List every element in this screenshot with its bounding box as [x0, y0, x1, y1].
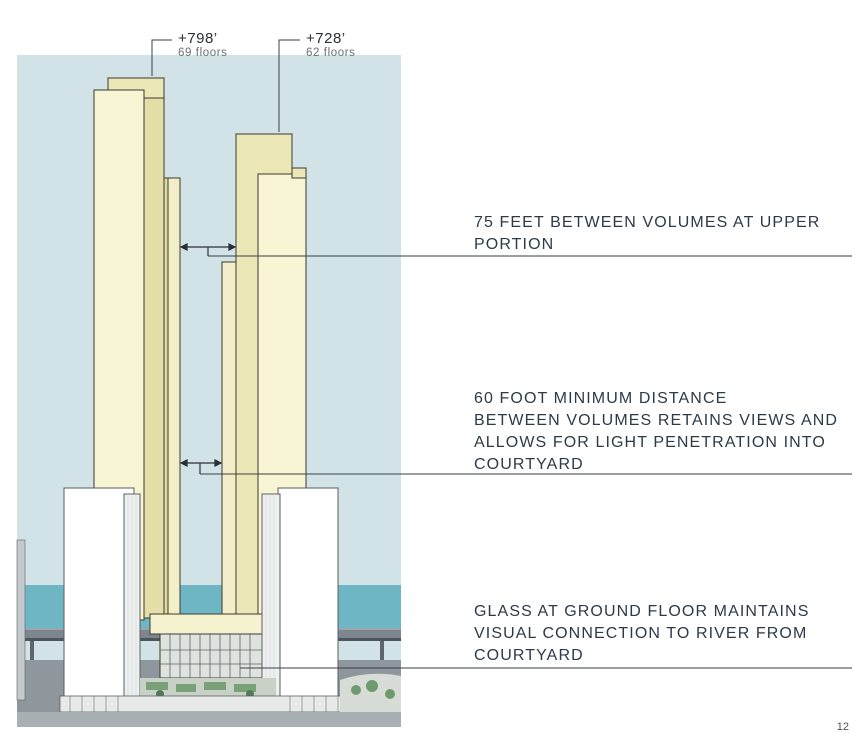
tower-floors-left: 69 floors	[178, 47, 228, 59]
podium-left	[64, 488, 140, 700]
callout-line: GLASS AT GROUND FLOOR MAINTAINS	[474, 603, 810, 620]
callout-line: 75 FEET BETWEEN VOLUMES AT UPPER	[474, 214, 821, 231]
callout-line: ALLOWS FOR LIGHT PENETRATION INTO	[474, 434, 826, 451]
riverwalk-greenery	[340, 674, 401, 712]
callout-minimum-distance	[474, 388, 854, 476]
callout-line: COURTYARD	[474, 456, 584, 473]
page-number: 12	[836, 721, 849, 733]
callout-line: PORTION	[474, 236, 555, 253]
callout-ground-glass	[474, 601, 854, 667]
callout-line: BETWEEN VOLUMES RETAINS VIEWS AND	[474, 412, 839, 429]
height-label-left-tower	[178, 31, 228, 59]
tower-floors-right: 62 floors	[306, 47, 356, 59]
callout-line: VISUAL CONNECTION TO RIVER FROM	[474, 625, 808, 642]
tower-height-left: +798’	[178, 30, 218, 47]
background-building-left	[17, 540, 25, 700]
callout-line: 60 FOOT MINIMUM DISTANCE	[474, 390, 728, 407]
callout-line: COURTYARD	[474, 647, 584, 664]
height-label-right-tower	[306, 31, 356, 59]
tower-height-right: +728’	[306, 30, 346, 47]
callout-upper-separation	[474, 212, 854, 256]
